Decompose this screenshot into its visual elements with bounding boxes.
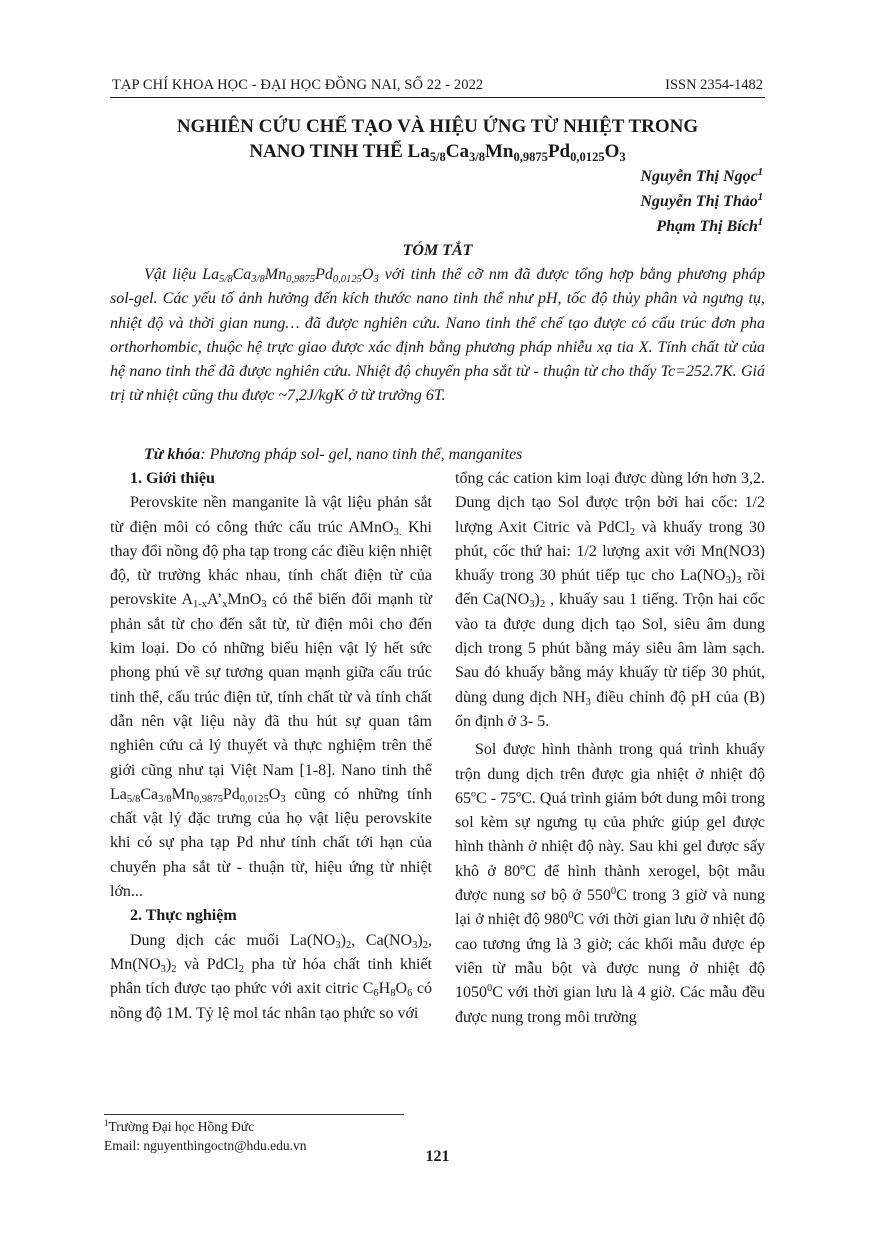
left-column [110, 467, 432, 1026]
paper-title-line-1: NGHIÊN CỨU CHẾ TẠO VÀ HIỆU ỨNG TỪ NHIỆT TRONG [176, 116, 699, 137]
right-column [455, 467, 765, 1030]
footnote-rule [104, 1114, 404, 1115]
footnote-affiliation: $^1$Trường Đại học Hồng Đức [104, 1118, 255, 1134]
author-3: Phạm Thị Bích$^1$ [656, 217, 763, 235]
paper-title-line-2: NANO TINH THỂ $La_{5/8}Ca_{3/8}Mn_{0,9875}Pd_{0,0125}O_3$ [249, 141, 626, 164]
footnote-email: Email: nguyenthingoctn@hdu.edu.vn [104, 1138, 307, 1153]
section-2-paragraph-cont: tổng các cation kim loại được dùng lớn hơn 3,2. Dung dịch tạo Sol được trộn bởi hai cốc: 1/2 lượng Axit Citric và PdCl$_2$ và khuấy trong 30 phút, cốc thứ hai: 1/2 lượng axit với Mn(NO3) khuấy trong 30 phút tiếp tục cho $La(NO_3)_3$ rồi đến $Ca(NO_3)_2$ , khuấy sau 1 tiếng. Trộn hai cốc vào ta được dung dịch tạo Sol, siêu âm dung dịch trong 5 phút bằng máy siêu âm làm sạch. Sau đó khuấy bằng máy khuấy từ tiếp 30 phút, dùng dung dịch $NH_3$ điều chỉnh độ pH của (B) ổn định ở 3- 5. [455, 470, 766, 730]
section-2-paragraph-2: Sol được hình thành trong quá trình khuấy trộn dung dịch trên được gia nhiệt ở nhiệt độ 65ºC - 75ºC. Quá trình giảm bớt dung môi trong sol kèm sự ngưng tụ của phức giúp gel được hình thành ở nhiệt độ này. Sau khi gel được sấy khô ở 80ºC để hình thành xerogel, bột mẫu được nung sơ bộ ở $550^0C$ trong 3 giờ và nung lại ở nhiệt độ $980^0C$ với thời gian lưu ở nhiệt độ cao tương ứng là 3 giờ; các khối mẫu được ép viên từ mẫu bột và được nung ở nhiệt độ 1050$^0$C với thời gian lưu là 4 giờ. Các mẫu đều được nung trong môi trường [455, 741, 766, 1026]
abstract-heading: TÓM TẮT [402, 242, 473, 259]
abstract-text: Vật liệu $La_{5/8}Ca_{3/8}Mn_{0,9875}Pd_{0,0125}O_3$ với tinh thể cỡ nm đã được tổng hợp bằng phương pháp sol-gel. Các yếu tố ảnh hưởng đến kích thước nano tinh thể như pH, tốc độ thủy phân và ngưng tụ, nhiệt độ và thời gian nung… đã được nghiên cứu. Nano tinh thể chế tạo được có cấu trúc đơn pha orthorhombic, thuộc hệ trực giao được xác định bằng phương pháp nhiễu xạ tia X. Tính chất từ của hệ nano tinh thể đã được nghiên cứu. Nhiệt độ chuyển pha sắt từ - thuận từ cho thấy Tc=252.7K. Giá trị từ nhiệt cũng thu được ~7,2J/kgK ở từ trường 6T. [110, 266, 765, 405]
author-1: Nguyễn Thị Ngọc$^1$ [640, 167, 763, 185]
title-formula: $La_{5/8}Ca_{3/8}Mn_{0,9875}Pd_{0,0125}O_3$ [407, 141, 626, 164]
section-2-paragraph: Dung dịch các muối $La(NO_3)_2$, $Ca(NO_3)_2$, $Mn(NO_3)_2$ và PdCl$_2$ pha từ hóa chất tinh khiết phân tích được tạo phức với axit citric $C_6H_8O_6$ có nồng độ 1M. Tỷ lệ mol tác nhân tạo phức so với [110, 931, 432, 1022]
keywords: Từ khóa: Phương pháp sol- gel, nano tinh thể, manganites [144, 446, 523, 463]
section-1-paragraph: Perovskite nền manganite là vật liệu phản sắt từ điện môi có công thức cấu trúc AMnO$_{3.}$ Khi thay đổi nồng độ pha tạp trong các điều kiện nhiệt độ, từ trường khác nhau, tính chất điện từ của perovskite $A_{1-x}A’_xMnO_3$ có thể biến đổi mạnh từ phản sắt từ cho đến sắt từ, từ điện môi cho đến kim loại. Do có những biểu hiện vật lý hết sức phong phú về sự tương quan mạnh giữa cấu trúc tinh thể, cấu trúc điện tử, tính chất từ và tính chất dẫn nên vật liệu này đã thu hút sự quan tâm nghiên cứu cả lý thuyết và thực nghiệm trên thế giới cũng như tại Việt Nam [1-8]. Nano tinh thể $La_{5/8}Ca_{3/8}Mn_{0,9875}Pd_{0,0125}O_3$ cũng có những tính chất vật lý đặc trưng của họ vật liệu perovskite khi có sự pha tạp Pd như tính chất tới hạn của chuyển pha sắt từ - thuận từ, hiệu ứng từ nhiệt lớn... [110, 494, 433, 901]
journal-name: TẠP CHÍ KHOA HỌC - ĐẠI HỌC ĐỒNG NAI, SỐ 22 - 2022 [112, 77, 484, 93]
author-2: Nguyễn Thị Thảo$^1$ [640, 192, 763, 210]
keywords-label: Từ khóa [144, 446, 201, 463]
issn: ISSN 2354-1482 [665, 77, 763, 93]
page-number: 121 [425, 1148, 450, 1165]
section-2-heading: 2. Thực nghiệm [130, 907, 237, 925]
section-1-heading: 1. Giới thiệu [130, 470, 215, 487]
running-header [110, 77, 765, 98]
